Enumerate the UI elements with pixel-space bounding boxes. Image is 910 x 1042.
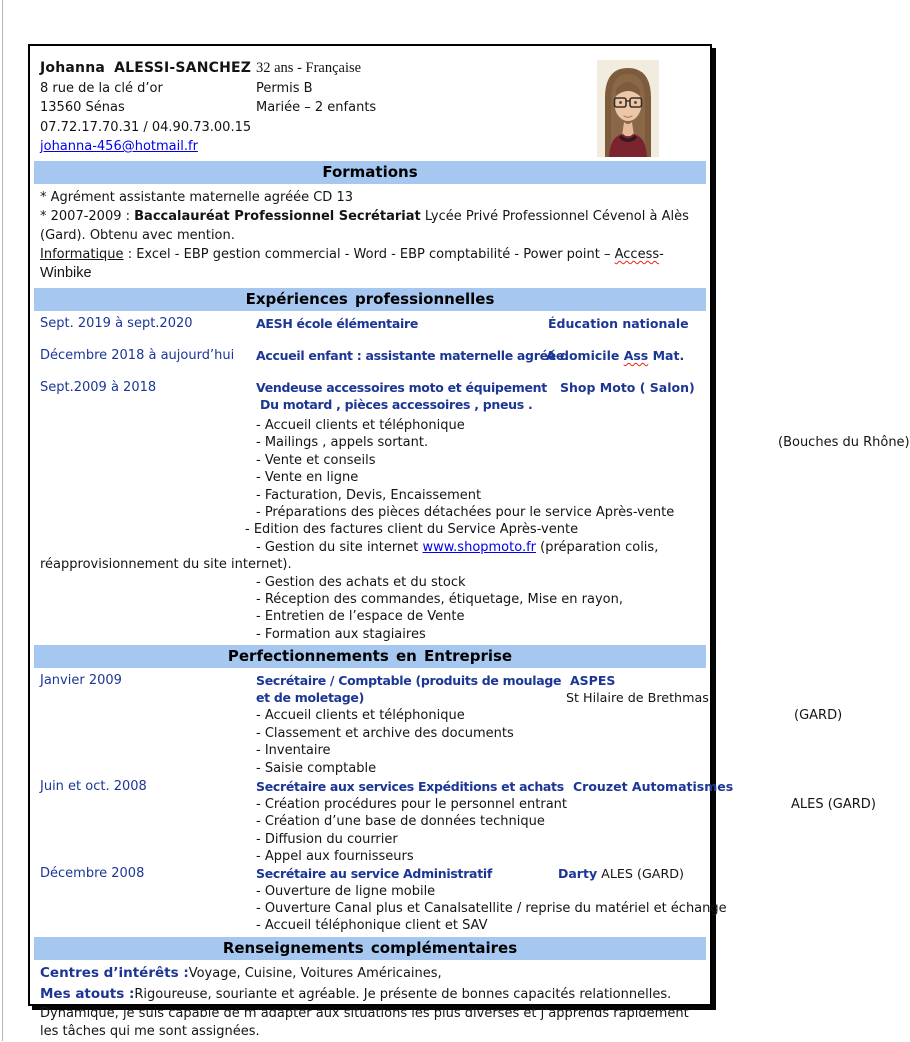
task-bullet: - Vente en ligne xyxy=(256,470,359,486)
family-status: Mariée – 2 enfants xyxy=(256,100,377,115)
experience-entry xyxy=(38,348,702,365)
task-bullet: - Inventaire xyxy=(256,743,331,759)
task-bullet: - Saisie comptable xyxy=(256,760,377,776)
experience-entry xyxy=(38,380,702,397)
person-name: Johanna ALESSI-SANCHEZ xyxy=(40,60,252,76)
entry-title: Secrétaire aux services Expéditions et achats xyxy=(256,778,564,794)
task-bullet: - Diffusion du courrier xyxy=(256,831,398,847)
perfectionnement-entry xyxy=(38,866,702,883)
email-link[interactable]: johanna-456@hotmail.fr xyxy=(40,139,198,154)
entry-org: ASPES xyxy=(570,673,616,689)
section-banner-renseignements: Renseignements complémentaires xyxy=(34,937,706,960)
entry-location: (GARD) xyxy=(794,708,843,724)
entry-date: Sept.2009 à 2018 xyxy=(40,380,157,395)
address-line-1: 8 rue de la clé d’or xyxy=(40,80,163,96)
cv-page xyxy=(28,44,910,1040)
task-bullet: - Création d’une base de données technique xyxy=(256,814,545,830)
entry-org: Crouzet Automatismes xyxy=(573,778,734,794)
entry-date: Décembre 2008 xyxy=(40,865,145,881)
profile-photo xyxy=(597,60,659,157)
contact-block xyxy=(40,59,251,157)
entry-title: Vendeuse accessoires moto et équipement xyxy=(256,380,547,395)
entry-date: Juin et oct. 2008 xyxy=(40,778,147,794)
website-link[interactable]: www.shopmoto.fr xyxy=(422,539,537,555)
entry-location: (Bouches du Rhône) xyxy=(778,435,910,451)
task-bullet: - Classement et archive des documents xyxy=(256,725,514,741)
task-bullet: - Facturation, Devis, Encaissement xyxy=(256,487,482,503)
entry-org: Darty ALES (GARD) xyxy=(558,865,684,881)
task-bullet: - Préparations des pièces détachées pour le service Après-vente xyxy=(256,505,675,521)
formations-section xyxy=(38,186,702,286)
entry-date: Janvier 2009 xyxy=(40,673,122,689)
header xyxy=(38,59,702,159)
section-banner-experiences: Expériences professionnelles xyxy=(34,288,706,311)
task-bullet: - Vente et conseils xyxy=(256,452,376,468)
task-bullet: - Gestion du site internet www.shopmoto.fr (préparation colis, xyxy=(256,539,659,555)
page-left-edge xyxy=(2,0,3,1041)
task-bullet: - Edition des factures client du Service Après-vente xyxy=(245,522,579,538)
task-bullet: - Accueil clients et téléphonique xyxy=(256,418,465,433)
task-bullet: - Ouverture de ligne mobile xyxy=(256,883,436,899)
entry-org: A domicile Ass Mat. xyxy=(546,348,685,363)
experience-entry-subtitle: Du motard , pièces accessoires , pneus . xyxy=(260,397,533,412)
task-bullet: - Réception des commandes, étiquetage, Mise en rayon, xyxy=(256,592,623,608)
experience-entry xyxy=(38,316,702,333)
experiences-section xyxy=(38,313,910,643)
spellcheck-word: Access xyxy=(614,247,660,262)
perfectionnement-entry xyxy=(38,778,734,796)
age-nationality: 32 ans - Française xyxy=(256,60,362,76)
section-banner-perfectionnements: Perfectionnements en Entreprise xyxy=(34,645,706,668)
entry-title: Accueil enfant : assistante maternelle agréée. xyxy=(256,348,569,363)
perfectionnement-entry xyxy=(38,673,702,690)
task-bullet: - Entretien de l’espace de Vente xyxy=(256,609,465,625)
perfectionnements-section: Janvier 2009 Secrétaire / Comptable (produits de moulage ASPES et de moletage) St Hilaire de Brethmas - Accueil clients et téléphonique (GARD) - Classement et archive des documents - Inventaire - Saisie comptable Juin et oct. 2008 Secrétaire aux services Expéditions et achats Crouzet Automatismes - Création procédures pour le personnel entrant ALES (GARD) - Création d’une base de données technique - Diffusion du courrier - Appel aux fournisseurs Décembre 2008 Secrétaire au service Administratif Darty ALES (GARD) - Ouverture de ligne mobile - Ouverture Canal plus et Canalsatellite / reprise du matériel et échange - Accueil téléphonique client et SAV xyxy=(40,673,876,934)
task-bullet: - Appel aux fournisseurs xyxy=(256,849,414,865)
personal-info-block xyxy=(256,59,376,118)
entry-title: Secrétaire au service Administratif xyxy=(256,865,492,881)
formation-line-informatique: Informatique : Excel - EBP gestion commercial - Word - EBP comptabilité - Power point – Access- Winbike xyxy=(40,247,664,281)
task-bullet: - Création procédures pour le personnel entrant ALES (GARD) xyxy=(256,796,876,812)
task-bullet-wrap: réapprovisionnement du site internet). xyxy=(40,557,292,573)
section-banner-formations: Formations xyxy=(34,161,706,184)
spellcheck-word: Ass xyxy=(623,348,649,363)
task-bullet: - Ouverture Canal plus et Canalsatellite / reprise du matériel et échange xyxy=(256,900,727,916)
entry-org: Éducation nationale xyxy=(548,316,689,331)
entry-title: Secrétaire / Comptable (produits de moulage xyxy=(256,673,562,689)
task-bullet: - Accueil clients et téléphonique (GARD) xyxy=(256,708,843,724)
entry-location: St Hilaire de Brethmas xyxy=(566,690,709,706)
task-bullet: - Mailings , appels sortant. (Bouches du Rhône) xyxy=(256,435,910,451)
address-line-2: 13560 Sénas xyxy=(40,100,125,115)
task-bullet: - Gestion des achats et du stock xyxy=(256,574,466,590)
entry-date: Décembre 2018 à aujourd’hui xyxy=(40,348,235,363)
formation-line-bac: * 2007-2009 : Baccalauréat Professionnel Secrétariat Lycée Privé Professionnel Cévenol à Alès (Gard). Obtenu avec mention. xyxy=(40,209,689,243)
entry-org: Shop Moto ( Salon) xyxy=(560,380,695,395)
interests-line: Centres d’intérêts :Voyage, Cuisine, Voitures Américaines, xyxy=(40,964,442,981)
task-bullet: - Accueil téléphonique client et SAV xyxy=(256,918,488,934)
task-bullet: - Formation aux stagiaires xyxy=(256,626,426,642)
formation-line-agrement: * Agrément assistante maternelle agréée CD 13 xyxy=(40,190,353,205)
phone-numbers: 07.72.17.70.31 / 04.90.73.00.15 xyxy=(40,119,252,135)
renseignements-section xyxy=(38,962,702,1042)
entry-date: Sept. 2019 à sept.2020 xyxy=(40,316,193,331)
entry-title: AESH école élémentaire xyxy=(256,316,418,331)
strengths-line: Mes atouts :Rigoureuse, souriante et agréable. Je présente de bonnes capacités relationnelles. Dynamique, je suis capable de m’adapter aux situations les plus diverses et j’apprends rapidement les tâches qui me sont assignées. xyxy=(40,986,689,1040)
driving-permit: Permis B xyxy=(256,80,313,96)
entry-location: ALES (GARD) xyxy=(791,796,876,812)
